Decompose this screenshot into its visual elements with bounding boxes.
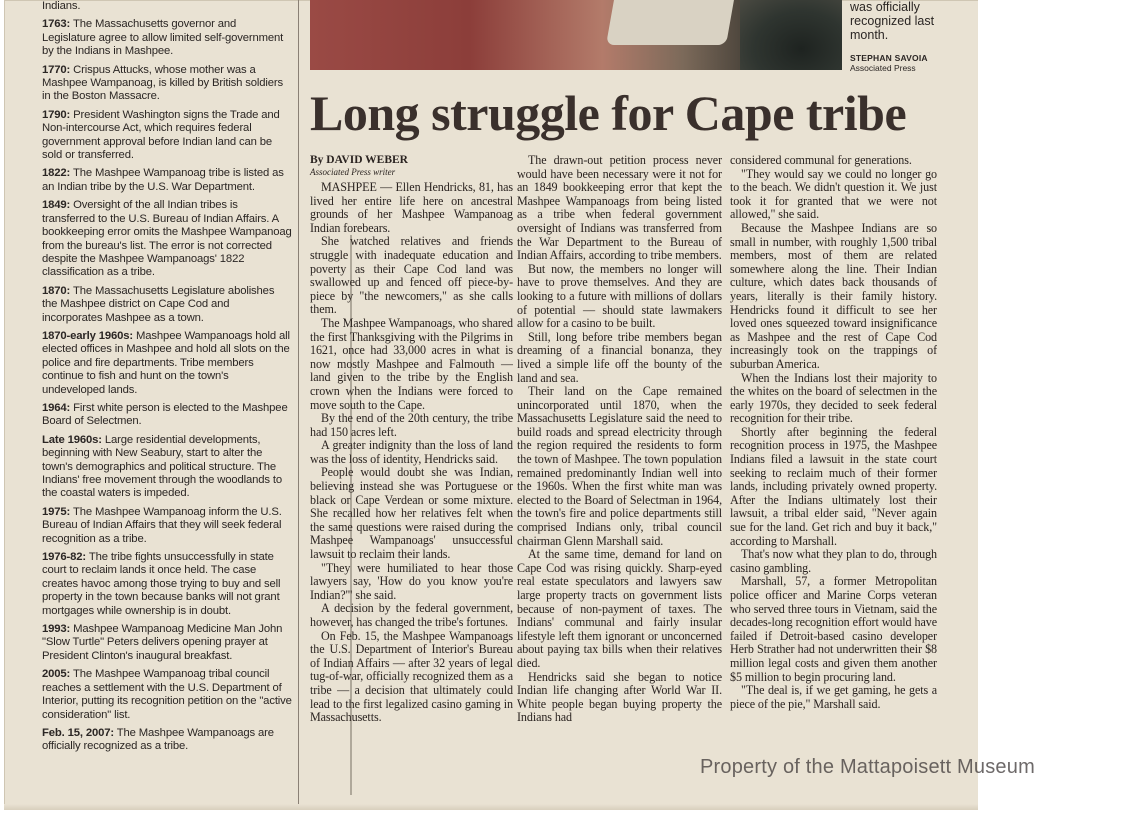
- column-3-body: [730, 168, 937, 712]
- article-paragraph: Marshall, 57, a former Metropolitan police officer and Marine Corps veteran who served three tours in Vietnam, said the decades-long recognition effort would have failed if Detroit-based casino developer Herb Strather had not underwritten their $8 million legal costs and given them another $5 million to begin procuring land.: [730, 574, 937, 684]
- article-paragraph: Because the Mashpee Indians are so small in number, with roughly 1,500 tribal members, most of them are related somewhere along the line. Their Indian culture, which dates back thousands of years, literally is their family history. Hendricks found it difficult to see her loved ones squeezed toward insignificance as Mashpee and the rest of Cape Cod increasingly took on the trappings of suburban America.: [730, 220, 937, 371]
- timeline-text: The Mashpee Wampanoag inform the U.S. Bureau of Indian Affairs that they will seek federal recognition as a tribe.: [42, 505, 282, 545]
- article-paragraph: She watched relatives and friends struggle with inadequate education and poverty as their Cape Cod land was swallowed up and fenced off piece-by-piece by "the newcomers," as she calls them.: [310, 234, 513, 317]
- timeline-entry: [42, 64, 292, 104]
- timeline-text: The Massachusetts governor and Legislature agree to allow limited self-government by the Indians in Mashpee.: [42, 18, 284, 58]
- article-column-2: [517, 154, 722, 796]
- timeline-text: First white person is elected to the Mashpee Board of Selectmen.: [42, 401, 288, 428]
- timeline-text: The Mashpee Wampanoag tribe is listed as an Indian tribe by the U.S. War Department.: [42, 167, 284, 193]
- article-column-3: [730, 154, 937, 796]
- timeline-text: The Mashpee Wampanoags are officially recognized as a tribe.: [42, 726, 274, 753]
- timeline-year: 1964:: [42, 401, 71, 414]
- timeline-entry: [42, 330, 292, 397]
- news-photo: [310, 0, 842, 70]
- article-paragraph: "They were humiliated to hear those lawyers say, 'How do you know you're Indian?'" she said.: [310, 560, 513, 602]
- photo-pillow: [606, 0, 734, 45]
- column-divider: [298, 0, 299, 805]
- timeline-year: 1849:: [42, 199, 71, 212]
- article-paragraph: Hendricks said she began to notice Indian life changing after World War II. White people began buying property the Indians had: [517, 669, 722, 725]
- article-paragraph: But now, the members no longer will have to prove themselves. And they are looking to a future with millions of dollars of potential — should state lawmakers allow for a casino to be built.: [517, 261, 722, 331]
- timeline-entry: [42, 551, 292, 618]
- timeline-text: Large residential developments, beginning with New Seabury, start to alter the town's demographics and political structure. The Indians' free movement through the woodlands to the coastal waters is impeded.: [42, 433, 283, 500]
- article-paragraph: The Mashpee Wampanoags, who shared the first Thanksgiving with the Pilgrims in 1621, once had 33,000 acres in what is now mostly Mashpee and Falmouth — land given to the tribe by the English crown when the Indians were forced to move south to the Cape.: [310, 315, 513, 412]
- timeline-entry: [42, 167, 292, 194]
- timeline-year: 2005:: [42, 668, 71, 681]
- timeline-entry: [42, 506, 292, 546]
- timeline-year: 1770:: [42, 63, 71, 76]
- timeline-year: Feb. 15, 2007:: [42, 726, 114, 739]
- photo-caption: was officially recognized last month.: [850, 0, 935, 42]
- timeline-text: Mashpee Wampanoags hold all elected offices in Mashpee and hold all slots on the police and fire departments. Tribe members continue to fish and hunt on the town's undeveloped lands.: [42, 329, 290, 396]
- timeline-entry: [42, 285, 292, 325]
- timeline-entry: [42, 727, 292, 754]
- article-headline: Long struggle for Cape tribe: [310, 85, 907, 141]
- article-paragraph: Shortly after beginning the federal recognition process in 1975, the Mashpee Indians filed a lawsuit in the state court seeking to reclaim much of their former lands, including privately owned property. After the Indians ultimately lost their lawsuit, a tribal elder said, "Never again sue for the land. Get rich and buy it back," according to Marshall.: [730, 424, 937, 548]
- article-paragraph: "The deal is, if we get gaming, he gets a piece of the pie," Marshall said.: [730, 683, 937, 711]
- byline-author: By DAVID WEBER: [310, 154, 408, 166]
- timeline-year: 1763:: [42, 18, 71, 31]
- timeline-text: Oversight of the all Indian tribes is transferred to the U.S. Bureau of Indian Affairs. A bookkeeping error omits the Mashpee Wampanoag from the bureau's list. The error is not corrected despite the Mashpee Wampanoags' 1822 classification as a tribe.: [42, 199, 292, 279]
- timeline-entry: [42, 434, 292, 501]
- timeline-year: Late 1960s:: [42, 433, 102, 446]
- timeline-text: President Washington signs the Trade and Non-intercourse Act, which requires federal government approval before Indian land can be sold or transferred.: [42, 108, 280, 162]
- timeline-entry: [42, 668, 292, 722]
- timeline-text: The tribe fights unsuccessfully in state court to reclaim lands it once held. The case creates havoc among those trying to buy and sell property in the town because banks will not grant mortgages while ownership is in doubt.: [42, 551, 281, 617]
- article-paragraph: Their land on the Cape remained unincorporated until 1870, when the Massachusetts Legislature said the need to build roads and spread electricity through the region required the residents to form the town of Mashpee. The town population remained predominantly Indian well into the 1960s. When the first white man was elected to the Board of Selectman in 1964, the town's fire and police departments still comprised Indians only, tribal council chairman Glenn Marshall said.: [517, 384, 722, 548]
- timeline-text: The Mashpee Wampanoag tribal council reaches a settlement with the U.S. Department of Interior, putting its recognition petition on the "active consideration" list.: [42, 668, 292, 721]
- photo-credit: [850, 53, 970, 73]
- timeline-year: 1822:: [42, 167, 71, 180]
- photo-credit-agency: Associated Press: [850, 63, 916, 73]
- photo-credit-name: STEPHAN SAVOIA: [850, 53, 928, 63]
- timeline-entry: [42, 402, 292, 429]
- newspaper-clipping: [4, 0, 978, 810]
- article-paragraph: MASHPEE — Ellen Hendricks, 81, has lived her entire life here on ancestral grounds of her Mashpee Wampanoag Indian forebears.: [310, 181, 513, 235]
- timeline-entry: [42, 623, 292, 663]
- timeline-year: 1790:: [42, 108, 71, 121]
- article-paragraph: A decision by the federal government, however, has changed the tribe's fortunes.: [310, 601, 513, 629]
- timeline-text: The Massachusetts Legislature abolishes the Mashpee district on Cape Cod and incorporates Mashpee as a town.: [42, 284, 275, 324]
- article-paragraph: People would doubt she was Indian, believing instead she was Portuguese or black or Cape Verdean or some mixture. She recalled how her relatives felt when the same questions were raised during the Mashpee Wampanoags' unsuccessful lawsuit to reclaim their lands.: [310, 465, 513, 562]
- timeline-text: Mashpee Wampanoag Medicine Man John "Slow Turtle" Peters delivers opening prayer at President Clinton's inaugural breakfast.: [42, 623, 283, 662]
- byline-agency: Associated Press writer: [310, 167, 396, 177]
- timeline-entries: [42, 18, 292, 753]
- article-paragraph: When the Indians lost their majority to the whites on the board of selectmen in the early 1970s, they decided to seek federal recognition for their tribe.: [730, 370, 937, 426]
- timeline-entry: [42, 199, 292, 279]
- paper-fold-line: [350, 235, 352, 795]
- photo-figure: [740, 0, 842, 70]
- article-paragraph: The drawn-out petition process never would have been necessary were it not for an 1849 bookkeeping error that kept the Mashpee Wampanoags from being listed as a tribe when federal government oversight of Indians was transferred from the War Department to the Bureau of Indian Affairs, according to tribe members.: [517, 154, 722, 263]
- article-paragraph: Still, long before tribe members began dreaming of a financial bonanza, they lived a simple life off the bounty of the land and sea.: [517, 329, 722, 385]
- article-paragraph: "They would say we could no longer go to the beach. We didn't question it. We just took it for granted that we were not allowed," she said.: [730, 166, 937, 222]
- timeline-year: 1975:: [42, 505, 71, 518]
- timeline-year: 1993:: [42, 623, 71, 636]
- timeline-year: 1870-early 1960s:: [42, 329, 134, 342]
- article-column-1: [310, 181, 513, 796]
- column-3-lead: considered communal for generations.: [730, 154, 912, 167]
- article-paragraph: At the same time, demand for land on Cape Cod was rising quickly. Sharp-eyed real estate speculators and lawyers saw large property tracts on government lists because of non-payment of taxes. The Indians' communal and fairly insular lifestyle left them ignorant or unconcerned about paying tax bills when their relatives died.: [517, 547, 722, 670]
- article-paragraph: On Feb. 15, the Mashpee Wampanoags the U.S. Department of Interior's Bureau of Indian Affairs — after 32 years of legal tug-of-war, officially recognized them as a tribe — a decision that ultimately could lead to the first legalized casino gaming in Massachusetts.: [310, 628, 513, 725]
- timeline-text: Crispus Attucks, whose mother was a Mashpee Wampanoag, is killed by British soldiers in the Boston Massacre.: [42, 63, 284, 103]
- timeline-year: 1870:: [42, 284, 71, 297]
- museum-watermark: Property of the Mattapoisett Museum: [700, 756, 1035, 778]
- article-byline: [310, 155, 515, 178]
- timeline-entry: [42, 18, 292, 58]
- article-paragraph: That's now what they plan to do, through casino gambling.: [730, 547, 937, 575]
- timeline-intro: Indians.: [42, 0, 81, 12]
- timeline-sidebar: [42, 0, 292, 800]
- timeline-entry: [42, 109, 292, 163]
- article-paragraph: By the end of the 20th century, the tribe had 150 acres left.: [310, 411, 513, 439]
- article-paragraph: A greater indignity than the loss of land was the loss of identity, Hendricks said.: [310, 438, 513, 466]
- timeline-year: 1976-82:: [42, 551, 87, 564]
